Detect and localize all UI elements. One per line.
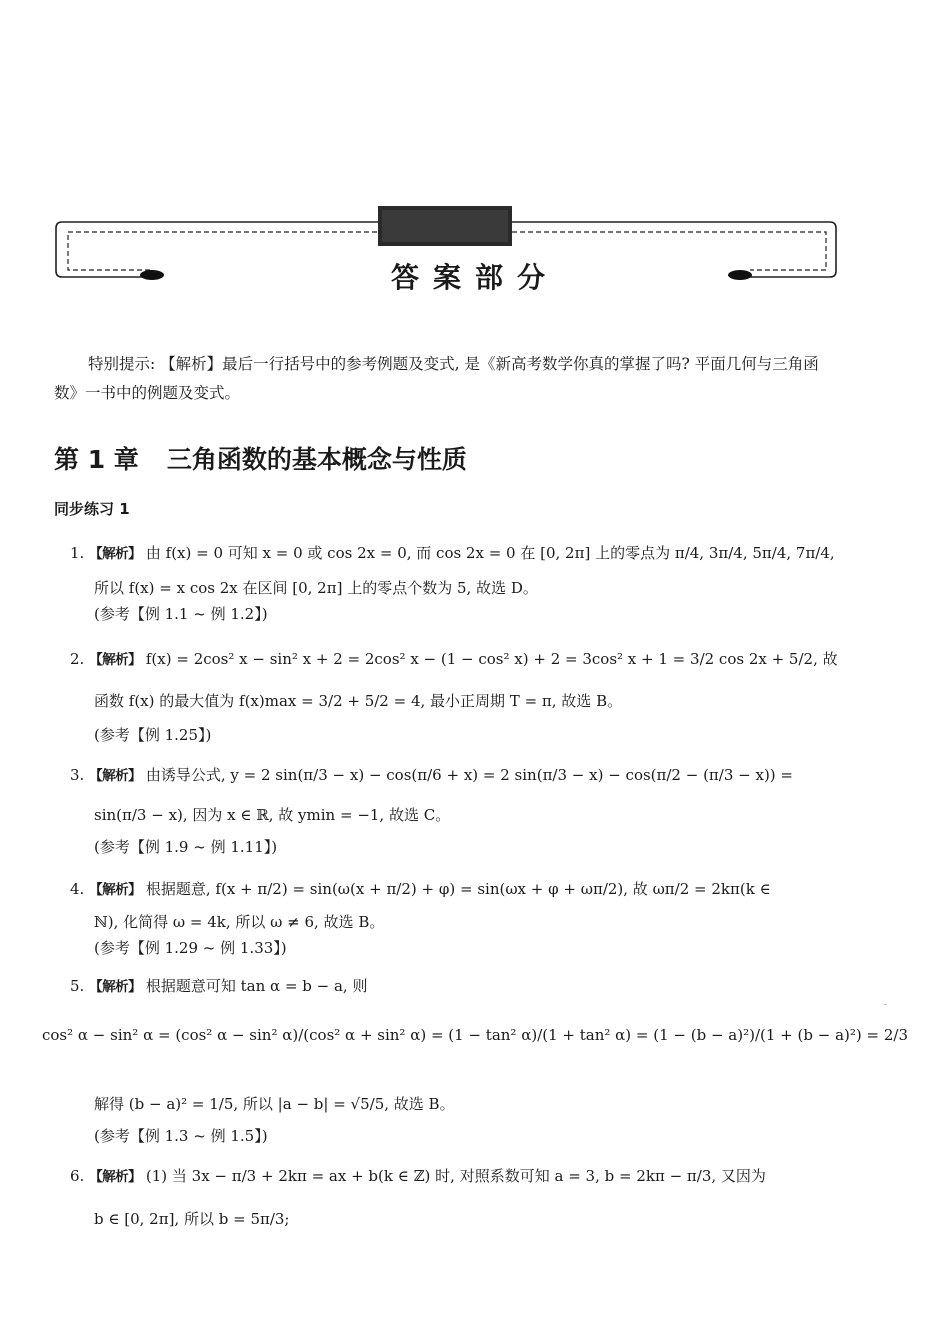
banner-title: 答案部分 <box>390 261 559 294</box>
item-number: 5. <box>70 977 85 995</box>
section-title: 同步练习 1 <box>54 500 130 518</box>
analysis-tag: 【解析】 <box>89 1169 142 1185</box>
display-equation: cos² α − sin² α = (cos² α − sin² α)/(cos² α + sin² α) = (1 − tan² α)/(1 + tan² α) = (1 − (b − a)²)/(1 + (b − a)²) = 2/3 <box>42 1026 908 1044</box>
item-line1: 由 f(x) = 0 可知 x = 0 或 cos 2x = 0, 而 cos 2x = 0 在 [0, 2π] 上的零点为 π/4, 3π/4, 5π/4, 7π/4, <box>145 544 835 562</box>
item-line2: ℕ), 化简得 ω = 4k, 所以 ω ≠ 6, 故选 B。 <box>94 913 385 931</box>
item-reference: (参考【例 1.3 ~ 例 1.5】) <box>94 1127 268 1145</box>
chapter-heading <box>54 440 467 476</box>
item-line1: f(x) = 2cos² x − sin² x + 2 = 2cos² x − (1 − cos² x) + 2 = 3cos² x + 1 = 3/2 cos 2x + 5/2, 故 <box>145 650 838 668</box>
item-line1: 由诱导公式, y = 2 sin(π/3 − x) − cos(π/6 + x) = 2 sin(π/3 − x) − cos(π/2 − (π/3 − x)) = <box>145 766 793 784</box>
item-line2: sin(π/3 − x), 因为 x ∈ ℝ, 故 ymin = −1, 故选 C。 <box>94 806 451 824</box>
analysis-tag: 【解析】 <box>89 652 142 668</box>
chapter-number: 第 1 章 <box>54 445 139 474</box>
analysis-tag: 【解析】 <box>89 882 142 898</box>
item-reference: (参考【例 1.29 ~ 例 1.33】) <box>94 939 287 957</box>
item-reference: (参考【例 1.25】) <box>94 726 212 744</box>
item-number: 1. <box>70 544 85 562</box>
item-line1: 根据题意, f(x + π/2) = sin(ω(x + π/2) + φ) = sin(ωx + φ + ωπ/2), 故 ωπ/2 = 2kπ(k ∈ <box>145 880 771 898</box>
item-number: 6. <box>70 1167 85 1185</box>
item-line2: 函数 f(x) 的最大值为 f(x)max = 3/2 + 5/2 = 4, 最小正周期 T = π, 故选 B。 <box>94 692 623 710</box>
item-reference: (参考【例 1.9 ~ 例 1.11】) <box>94 838 278 856</box>
item-number: 4. <box>70 880 85 898</box>
analysis-tag: 【解析】 <box>89 768 142 784</box>
item-reference: (参考【例 1.1 ~ 例 1.2】) <box>94 605 268 623</box>
item-line2: 解得 (b − a)² = 1/5, 所以 |a − b| = √5/5, 故选 B。 <box>94 1095 455 1113</box>
analysis-tag: 【解析】 <box>89 546 142 562</box>
margin-mark <box>884 1004 887 1005</box>
chapter-title: 三角函数的基本概念与性质 <box>166 445 467 474</box>
item-line1: 根据题意可知 tan α = b − a, 则 <box>145 977 368 995</box>
analysis-tag: 【解析】 <box>89 979 142 995</box>
item-line1: (1) 当 3x − π/3 + 2kπ = ax + b(k ∈ ℤ) 时, 对照系数可知 a = 3, b = 2kπ − π/3, 又因为 <box>145 1167 766 1185</box>
special-note: 特别提示: 【解析】最后一行括号中的参考例题及变式, 是《新高考数学你真的掌握了吗? 平面几何与三角函数》一书中的例题及变式。 <box>54 355 819 402</box>
banner-frame <box>0 0 950 300</box>
item-line2: 所以 f(x) = x cos 2x 在区间 [0, 2π] 上的零点个数为 5, 故选 D。 <box>94 579 538 597</box>
item-number: 2. <box>70 650 85 668</box>
item-line2: b ∈ [0, 2π], 所以 b = 5π/3; <box>94 1210 290 1228</box>
item-number: 3. <box>70 766 85 784</box>
